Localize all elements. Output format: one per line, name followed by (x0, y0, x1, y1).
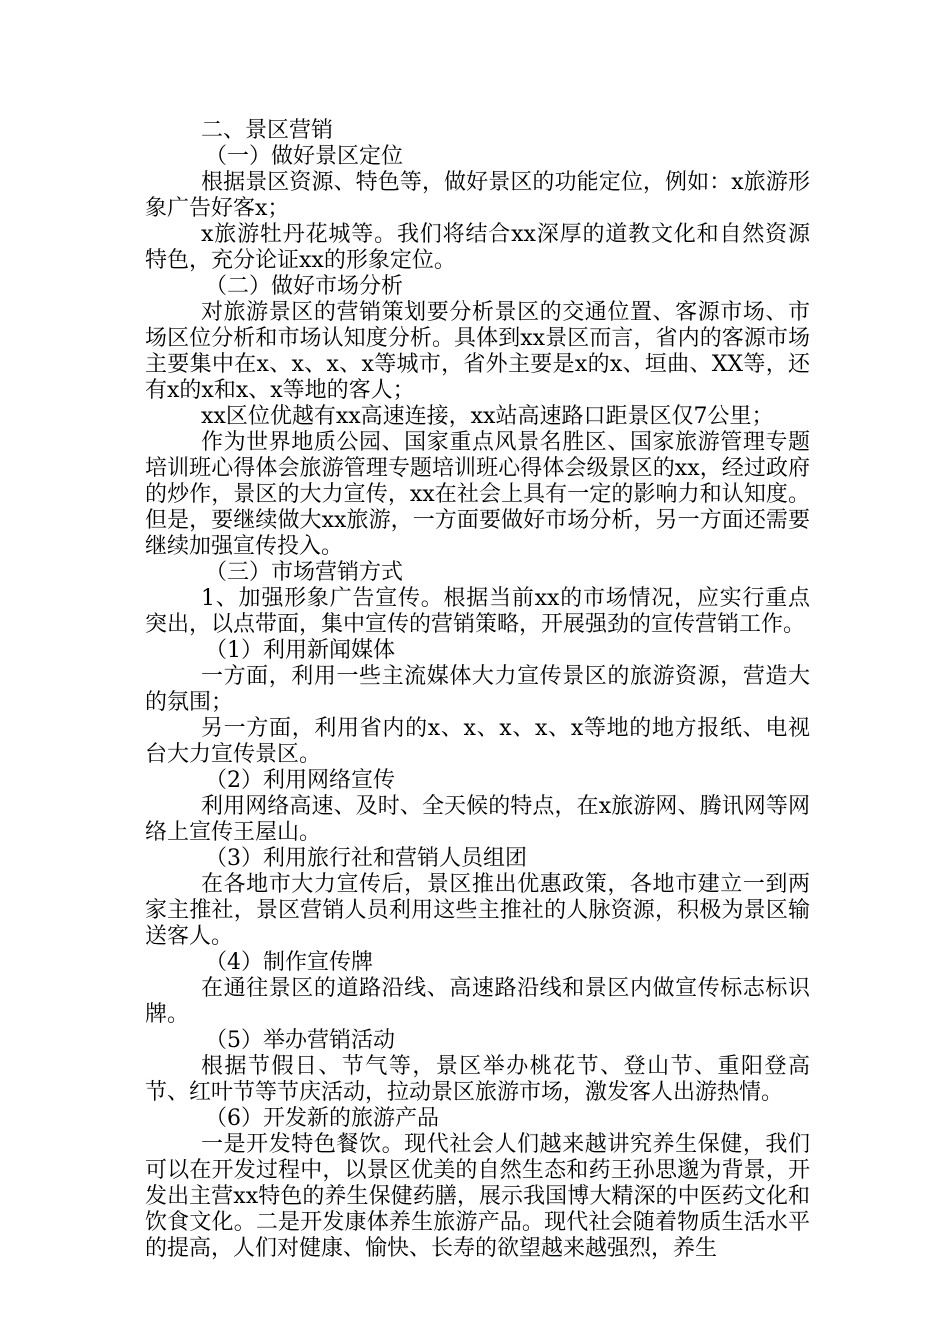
subsection-heading: （一）做好景区定位 (205, 144, 404, 169)
body-paragraph: 一是开发特色餐饮。现代社会人们越来越讲究养生保健，我们可以在开发过程中，以景区优美的自然生态和药王孙思邈为背景，开发出主营xx特色的养生保健药膳，展示我国博大精深的中医药文化和饮食文化。二是开发康体养生旅游产品。现代社会随着物质生活水平的提高，人们对健康、愉快、长寿的欲望越来越强烈，养生 (145, 1132, 810, 1261)
body-paragraph: 1、加强形象广告宣传。根据当前xx的市场情况，应实行重点突出，以点带面，集中宣传的营销策略，开展强劲的宣传营销工作。 (145, 586, 810, 637)
body-paragraph: x旅游牡丹花城等。我们将结合xx深厚的道教文化和自然资源特色，充分论证xx的形象定位。 (145, 222, 810, 273)
document-body (145, 118, 810, 1262)
body-paragraph: 在各地市大力宣传后，景区推出优惠政策，各地市建立一到两家主推社，景区营销人员利用这些主推社的人脉资源，积极为景区输送客人。 (145, 872, 810, 949)
body-paragraph: 在通往景区的道路沿线、高速路沿线和景区内做宣传标志标识牌。 (145, 976, 810, 1027)
body-paragraph: 另一方面，利用省内的x、x、x、x、x等地的地方报纸、电视台大力宣传景区。 (145, 716, 810, 767)
section-heading: 二、景区营销 (201, 118, 334, 143)
subsection-heading: （2）利用网络宣传 (205, 768, 395, 793)
subsection-heading: （5）举办营销活动 (205, 1028, 395, 1053)
body-paragraph: 对旅游景区的营销策划要分析景区的交通位置、客源市场、市场区位分析和市场认知度分析。具体到xx景区而言，省内的客源市场主要集中在x、x、x、x等城市，省外主要是x的x、垣曲、XX等，还有x的x和x、x等地的客人； (145, 300, 810, 403)
body-paragraph: 根据节假日、节气等，景区举办桃花节、登山节、重阳登高节、红叶节等节庆活动，拉动景区旅游市场，激发客人出游热情。 (145, 1054, 810, 1105)
subsection-heading: （三）市场营销方式 (205, 560, 404, 585)
body-paragraph: 作为世界地质公园、国家重点风景名胜区、国家旅游管理专题培训班心得体会旅游管理专题培训班心得体会级景区的xx，经过政府的炒作，景区的大力宣传，xx在社会上具有一定的影响力和认知度。但是，要继续做大xx旅游，一方面要做好市场分析，另一方面还需要继续加强宣传投入。 (145, 430, 810, 559)
body-paragraph: 根据景区资源、特色等，做好景区的功能定位，例如：x旅游形象广告好客x； (145, 170, 810, 221)
subsection-heading: （1）利用新闻媒体 (205, 638, 395, 663)
body-paragraph: 利用网络高速、及时、全天候的特点，在x旅游网、腾讯网等网络上宣传王屋山。 (145, 794, 810, 845)
subsection-heading: （4）制作宣传牌 (205, 950, 373, 975)
body-paragraph: xx区位优越有xx高速连接，xx站高速路口距景区仅7公里； (201, 404, 774, 429)
subsection-heading: （二）做好市场分析 (205, 274, 404, 299)
subsection-heading: （3）利用旅行社和营销人员组团 (205, 846, 527, 871)
body-paragraph: 一方面，利用一些主流媒体大力宣传景区的旅游资源，营造大的氛围； (145, 664, 810, 715)
subsection-heading: （6）开发新的旅游产品 (205, 1106, 439, 1131)
